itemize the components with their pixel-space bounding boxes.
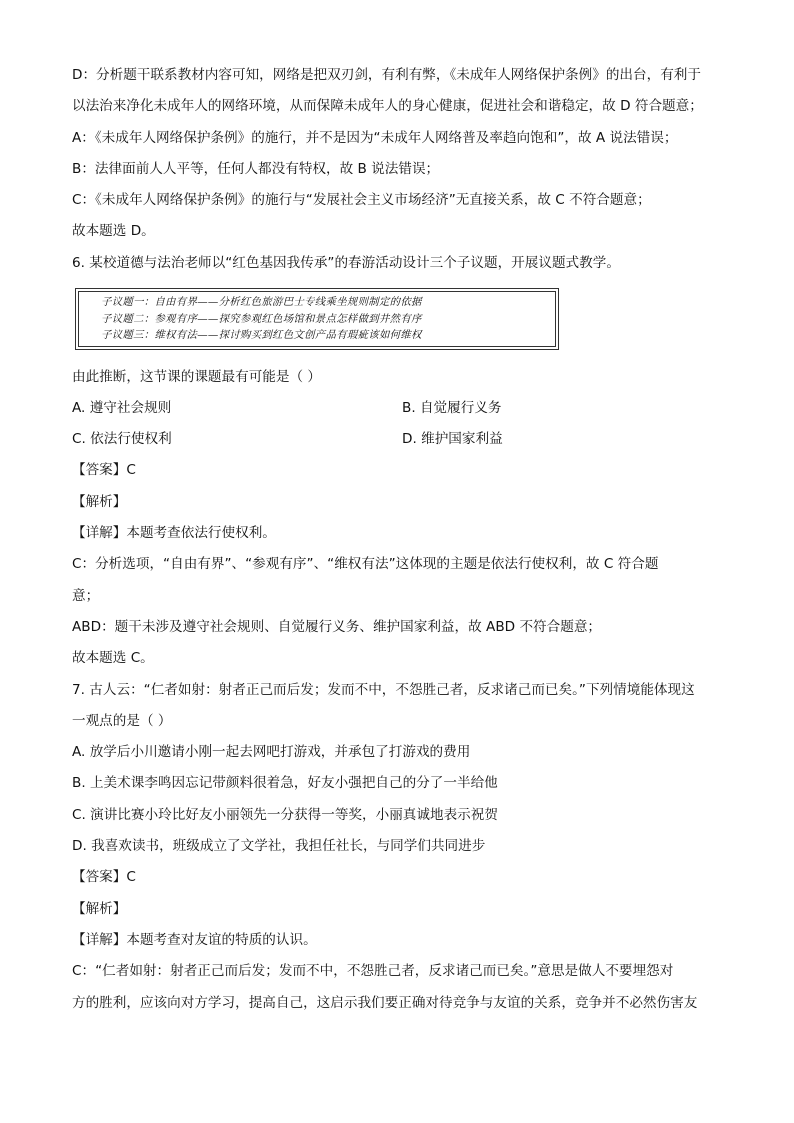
sub-topic-row: 子议题二：参观有序——探究参观红色场馆和景点怎样做到井然有序 <box>101 312 422 325</box>
document-page <box>72 60 732 1019</box>
options-row <box>72 393 732 424</box>
question-stem: 7. 古人云：“仁者如射：射者正己而后发；发而不中，不怨胜己者，反求诸己而已矣。”下列情境能体现这 <box>72 681 695 698</box>
text-line: B：法律面前人人平等，任何人都没有特权，故 B 说法错误； <box>72 160 440 177</box>
question-stem: 一观点的是（ ） <box>72 712 172 729</box>
text-line: 以法治来净化未成年人的网络环境，从而保障未成年人的身心健康，促进社会和谐稳定，故 D 符合题意； <box>72 98 703 115</box>
detail-line: 【详解】本题考查依法行使权利。 <box>72 525 276 542</box>
option-a: A. 遵守社会规则 <box>72 399 172 416</box>
question-prompt: 由此推断，这节课的课题最有可能是（ ） <box>72 368 322 385</box>
option-c: C. 演讲比赛小玲比好友小丽领先一分获得一等奖，小丽真诚地表示祝贺 <box>72 806 498 823</box>
option-a: A. 放学后小川邀请小刚一起去网吧打游戏，并承包了打游戏的费用 <box>72 744 471 761</box>
text-line: ABD：题干未涉及遵守社会规则、自觉履行义务、维护国家利益，故 ABD 不符合题意； <box>72 618 602 635</box>
text-line: 故本题选 C。 <box>72 650 154 667</box>
prev-explanation <box>72 60 732 248</box>
option-b: B. 上美术课李鸣因忘记带颜料很着急，好友小强把自己的分了一半给他 <box>72 775 498 792</box>
sub-topic-box <box>78 291 556 347</box>
question-6 <box>72 248 732 675</box>
detail-line: 【详解】本题考查对友谊的特质的认识。 <box>72 931 317 948</box>
text-line: 意； <box>72 587 100 604</box>
text-line: D：分析题干联系教材内容可知，网络是把双刃剑，有利有弊，《未成年人网络保护条例》的出台，有利于 <box>72 67 701 83</box>
options-row <box>72 424 732 455</box>
analysis-label: 【解析】 <box>72 900 127 917</box>
option-c: C. 依法行使权利 <box>72 431 172 448</box>
option-d: D. 维护国家利益 <box>402 431 503 448</box>
sub-topic-row: 子议题三：维权有法——探讨购买到红色文创产品有瑕疵该如何维权 <box>101 329 422 342</box>
text-line: 故本题选 D。 <box>72 223 155 240</box>
text-line: 方的胜利，应该向对方学习，提高自己，这启示我们要正确对待竞争与友谊的关系，竞争并不必然伤害友 <box>72 994 698 1011</box>
text-line: A：《未成年人网络保护条例》的施行，并不是因为“未成年人网络普及率趋向饱和”，故 A 说法错误； <box>72 129 678 146</box>
question-stem: 6. 某校道德与法治老师以“红色基因我传承”的春游活动设计三个子议题，开展议题式教学。 <box>72 254 620 271</box>
text-line: C：分析选项，“自由有界”、“参观有序”、“维权有法”这体现的主题是依法行使权利，故 C 符合题 <box>72 556 659 573</box>
question-7 <box>72 675 732 1019</box>
sub-topic-row: 子议题一：自由有界——分析红色旅游巴士专线乘坐规则制定的依据 <box>101 296 422 309</box>
answer-label: 【答案】C <box>72 462 136 479</box>
analysis-label: 【解析】 <box>72 493 127 510</box>
text-line: C：“仁者如射：射者正己而后发；发而不中，不怨胜己者，反求诸己而已矣。”意思是做人不要埋怨对 <box>72 963 674 980</box>
answer-label: 【答案】C <box>72 869 136 886</box>
option-b: B. 自觉履行义务 <box>402 399 502 416</box>
option-d: D. 我喜欢读书，班级成立了文学社，我担任社长，与同学们共同进步 <box>72 838 486 855</box>
text-line: C：《未成年人网络保护条例》的施行与“发展社会主义市场经济”无直接关系，故 C 不符合题意； <box>72 192 651 209</box>
